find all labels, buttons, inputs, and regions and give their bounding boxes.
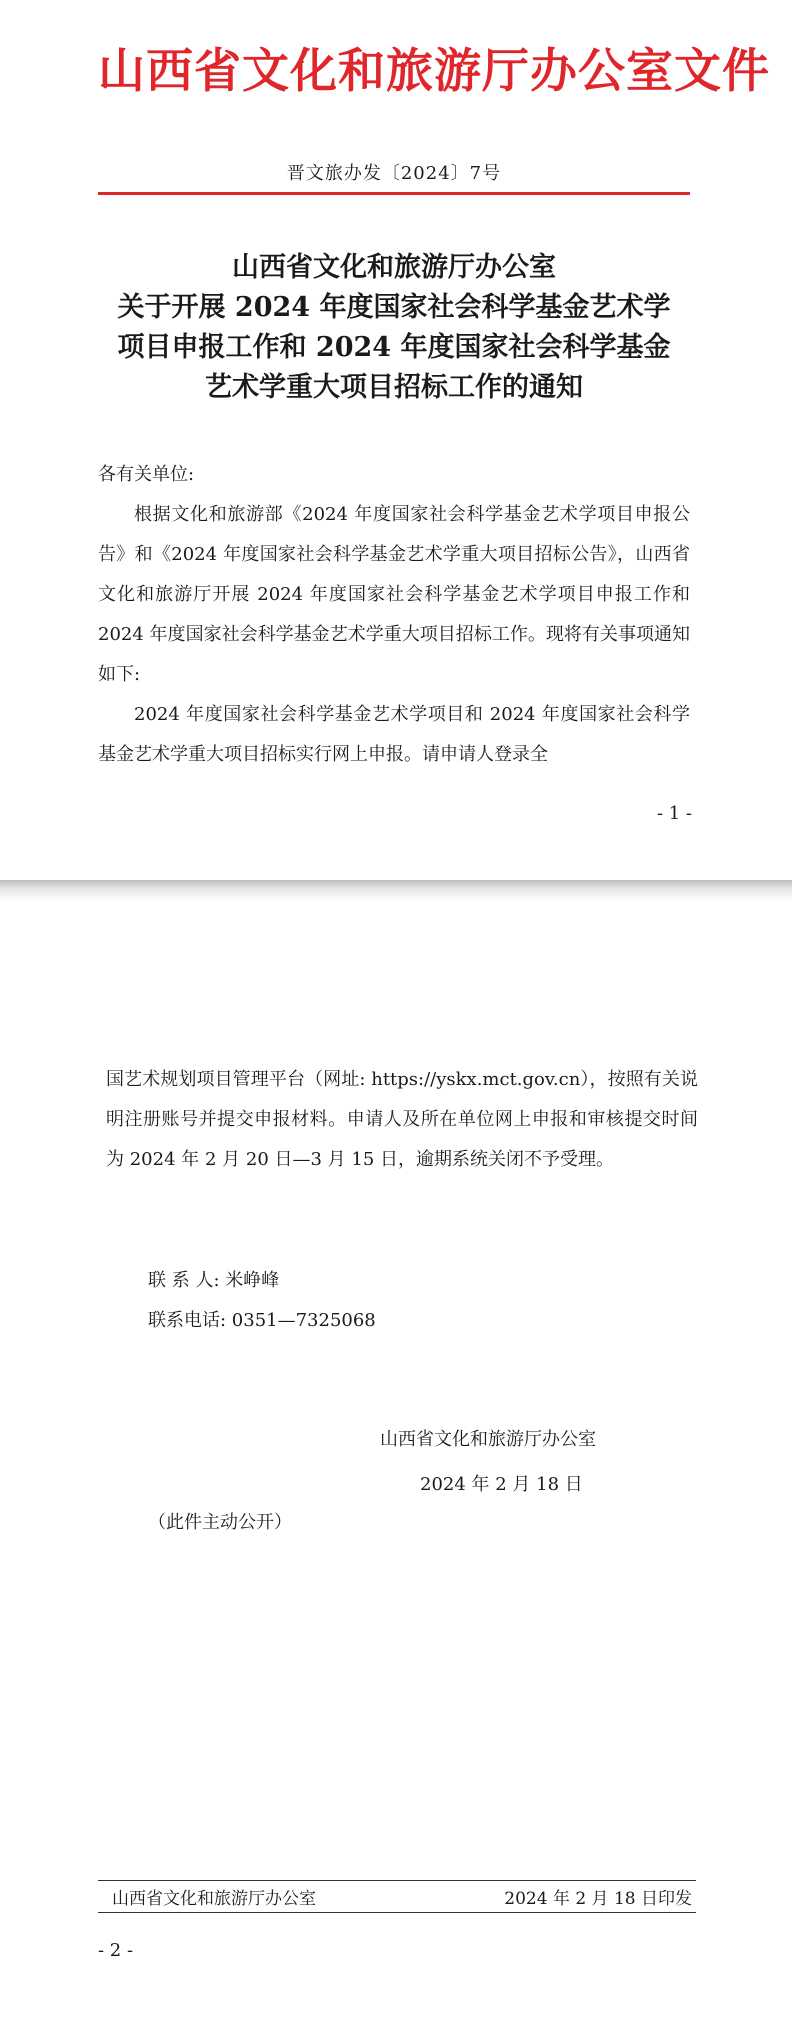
contact-person: 联 系 人: 米峥峰: [148, 1270, 280, 1291]
footer-print-date: 2024 年 2 月 18 日印发: [504, 1889, 692, 1909]
footer-organization: 山西省文化和旅游厅办公室: [112, 1889, 316, 1909]
document-title: [98, 248, 690, 408]
contact-phone: 联系电话: 0351—7325068: [148, 1310, 376, 1331]
footer-rule-bottom: [98, 1912, 696, 1913]
body-paragraph-2: [98, 695, 690, 775]
title-line-2: 关于开展 2024 年度国家社会科学基金艺术学: [117, 292, 671, 323]
document-number: 晋文旅办发〔2024〕7号: [286, 163, 502, 184]
title-line-3: 项目申报工作和 2024 年度国家社会科学基金: [117, 332, 671, 363]
signature-date: 2024 年 2 月 18 日: [420, 1474, 583, 1495]
body-paragraph-1: [98, 495, 690, 695]
page-separator: [0, 880, 792, 902]
body-paragraph-3: 国艺术规划项目管理平台（网址: https://yskx.mct.gov.cn），按照有关说明注册账号并提交申报材料。申请人及所在单位网上申报和审核提交时间为 2024 年 2 月 20 日—3 月 15 日，逾期系统关闭不予受理。: [106, 1069, 698, 1170]
red-header-title: 山西省文化和旅游厅办公室文件: [98, 44, 770, 99]
public-disclosure-note: （此件主动公开）: [148, 1512, 292, 1533]
page-number-2: - 2 -: [98, 1940, 134, 1961]
paragraph-2-text: 2024 年度国家社会科学基金艺术学项目和 2024 年度国家社会科学基金艺术学重大项目招标实行网上申报。请申请人登录全: [98, 704, 690, 765]
salutation: 各有关单位:: [98, 464, 195, 485]
footer-rule-top: [98, 1880, 696, 1881]
page-number-1: - 1 -: [656, 803, 692, 824]
title-line-1: 山西省文化和旅游厅办公室: [232, 252, 556, 283]
title-line-4: 艺术学重大项目招标工作的通知: [205, 372, 583, 403]
red-header-rule: [98, 192, 690, 195]
signature-organization: 山西省文化和旅游厅办公室: [380, 1429, 596, 1450]
paragraph-1-text: 根据文化和旅游部《2024 年度国家社会科学基金艺术学项目申报公告》和《2024 年度国家社会科学基金艺术学重大项目招标公告》，山西省文化和旅游厅开展 2024 年度国家社会科学基金艺术学项目申报工作和 2024 年度国家社会科学基金艺术学重大项目招标工作。现将有关事项通知如下:: [98, 504, 690, 685]
